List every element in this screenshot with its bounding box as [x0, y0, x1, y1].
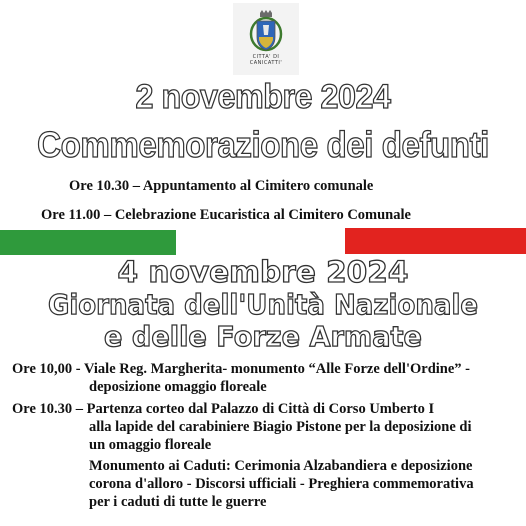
city-logo [233, 3, 299, 75]
logo-text-line-2: CANICATTI' [249, 60, 283, 66]
program-line-3: Ore 10.30 – Partenza corteo dal Palazzo di Città di Corso Umberto I [12, 401, 435, 417]
logo-text-line-1: CITTA' DI [252, 54, 280, 60]
program-line-6: Monumento ai Caduti: Cerimonia Alzabandiera e deposizione [89, 458, 473, 474]
flag-red-stripe [345, 228, 526, 254]
logo-text [250, 54, 283, 66]
program-line-2: deposizione omaggio floreale [89, 379, 267, 395]
national-day-date: 4 novembre 2024 [117, 255, 409, 289]
commemoration-item-1: Ore 10.30 – Appuntamento al Cimitero comunale [69, 178, 374, 194]
national-day-title-line-2: e delle Forze Armate [104, 320, 422, 353]
commemoration-item-2: Ore 11.00 – Celebrazione Eucaristica al Cimitero Comunale [41, 207, 411, 223]
program-line-8: per i caduti di tutte le guerre [89, 494, 267, 510]
program-line-7: corona d'alloro - Discorsi ufficiali - Preghiera commemorativa [89, 476, 474, 492]
program-line-4: alla lapide del carabiniere Biagio Pistone per la deposizione di [89, 419, 472, 435]
commemoration-date: 2 novembre 2024 [135, 78, 391, 116]
commemoration-title: Commemorazione dei defunti [37, 124, 489, 165]
coat-of-arms-icon [249, 9, 283, 53]
flag-green-stripe [0, 230, 176, 255]
national-day-title-line-1: Giornata dell'Unità Nazionale [47, 288, 479, 321]
program-line-5: un omaggio floreale [89, 437, 212, 453]
program-line-1: Ore 10,00 - Viale Reg. Margherita- monumento “Alle Forze dell'Ordine” - [12, 361, 470, 377]
